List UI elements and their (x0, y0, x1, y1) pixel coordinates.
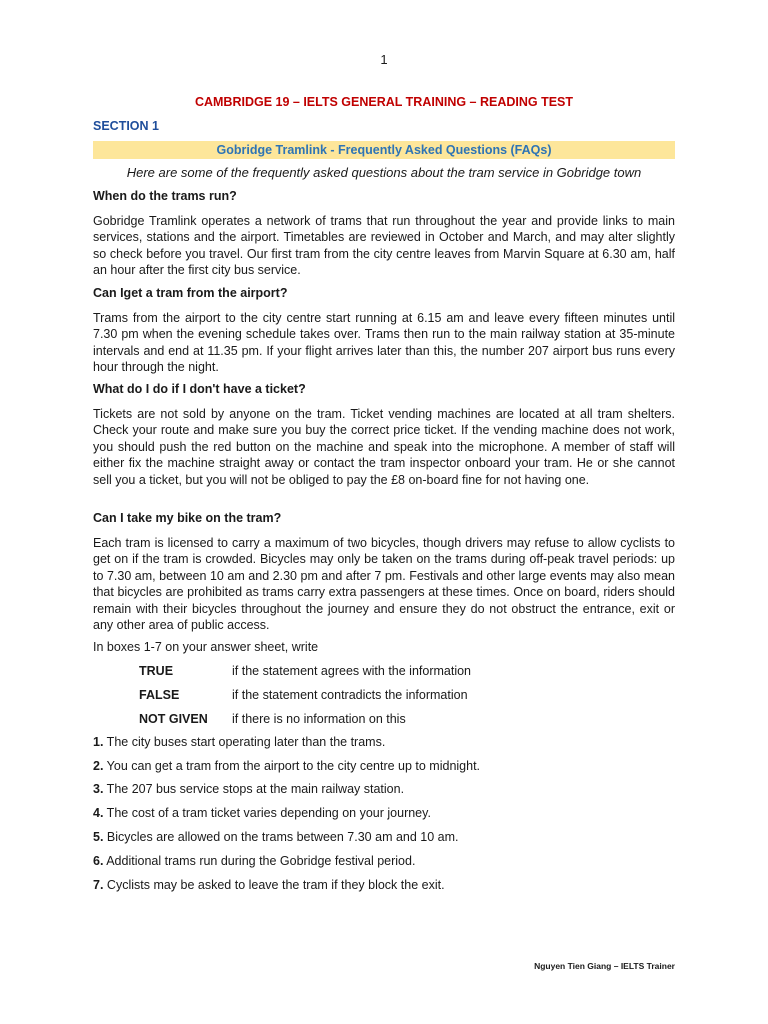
statement-number: 4. (93, 806, 104, 820)
faq-answer: Tickets are not sold by anyone on the tram. Ticket vending machines are located at all tram shelters. Check your route and make sure you buy the correct price ticket. If the vending machine does not work, you should push the red button on the machine and speak into the microphone. A member of staff will either fix the machine straight away or contact the tram inspector onboard your tram. He or she cannot sell you a ticket, but you will not be obliged to pay the £8 on-board fine for not having one. (93, 407, 675, 487)
faq-question: When do the trams run? (93, 189, 237, 203)
section-label: SECTION 1 (93, 119, 159, 133)
statement-4 (93, 806, 431, 820)
intro-text: Here are some of the frequently asked questions about the tram service in Gobridge town (126, 165, 642, 180)
statement-text: Cyclists may be asked to leave the tram if they block the exit. (103, 878, 445, 892)
statement-number: 5. (93, 830, 104, 844)
answer-instruction: In boxes 1-7 on your answer sheet, write (93, 640, 319, 654)
statement-5 (93, 830, 459, 844)
key-term: NOT GIVEN (139, 712, 208, 726)
statement-number: 6. (93, 854, 104, 868)
key-row-true (139, 664, 619, 678)
faq-answer: Each tram is licensed to carry a maximum of two bicycles, though drivers may refuse to allow cyclists to get on if the tram is crowded. Bicycles may only be taken on the trams during off-peak travel periods: up to 7.30 am, between 10 am and 2.30 pm and after 7 pm. Festivals and other large events may also mean that bicycles are prohibited as trams carry extra passengers at these times. Once on board, riders should remain with their bicycles throughout the journey and ensure they do not obstruct the entrance, exit or any other area of public access. (93, 536, 675, 633)
key-term: FALSE (139, 688, 180, 702)
statement-2 (93, 759, 480, 773)
key-row-not-given (139, 712, 619, 726)
statement-number: 1. (93, 735, 104, 749)
statement-3 (93, 782, 404, 796)
document-title: CAMBRIDGE 19 – IELTS GENERAL TRAINING – READING TEST (194, 95, 574, 109)
statement-text: You can get a tram from the airport to the city centre up to midnight. (103, 759, 481, 773)
page-number: 1 (380, 52, 388, 67)
statement-6 (93, 854, 415, 868)
faq-question: Can Iget a tram from the airport? (93, 286, 288, 300)
faq-answer: Trams from the airport to the city centre start running at 6.15 am and leave every fifteen minutes until 7.30 pm when the evening schedule takes over. Trams then run to the main railway station at 35-minute intervals and end at 11.35 pm. If your flight arrives later than this, the number 207 airport bus runs every hour through the night. (93, 311, 675, 375)
key-meaning: if the statement contradicts the information (232, 688, 468, 702)
statement-text: Additional trams run during the Gobridge festival period. (103, 854, 416, 868)
key-meaning: if there is no information on this (232, 712, 406, 726)
faq-heading-banner: Gobridge Tramlink - Frequently Asked Questions (FAQs) (93, 141, 675, 159)
key-meaning: if the statement agrees with the information (232, 664, 472, 678)
key-term: TRUE (139, 664, 174, 678)
statement-7 (93, 878, 445, 892)
statement-text: The cost of a tram ticket varies depending on your journey. (103, 806, 431, 820)
statement-text: Bicycles are allowed on the trams between 7.30 am and 10 am. (103, 830, 459, 844)
statement-text: The 207 bus service stops at the main railway station. (103, 782, 405, 796)
statement-number: 3. (93, 782, 104, 796)
faq-question: Can I take my bike on the tram? (93, 511, 282, 525)
statement-1 (93, 735, 385, 749)
faq-answer: Gobridge Tramlink operates a network of trams that run throughout the year and provide links to main services, stations and the airport. Timetables are reviewed in October and March, and may alter slightly so check before you travel. Our first tram from the city centre leaves from Marvin Square at 6.30 am, half an hour after the first city bus service. (93, 214, 675, 278)
statement-text: The city buses start operating later than the trams. (103, 735, 386, 749)
statement-number: 2. (93, 759, 104, 773)
statement-number: 7. (93, 878, 104, 892)
page-footer: Nguyen Tien Giang – IELTS Trainer (534, 961, 675, 971)
faq-question: What do I do if I don't have a ticket? (93, 382, 306, 396)
key-row-false (139, 688, 619, 702)
